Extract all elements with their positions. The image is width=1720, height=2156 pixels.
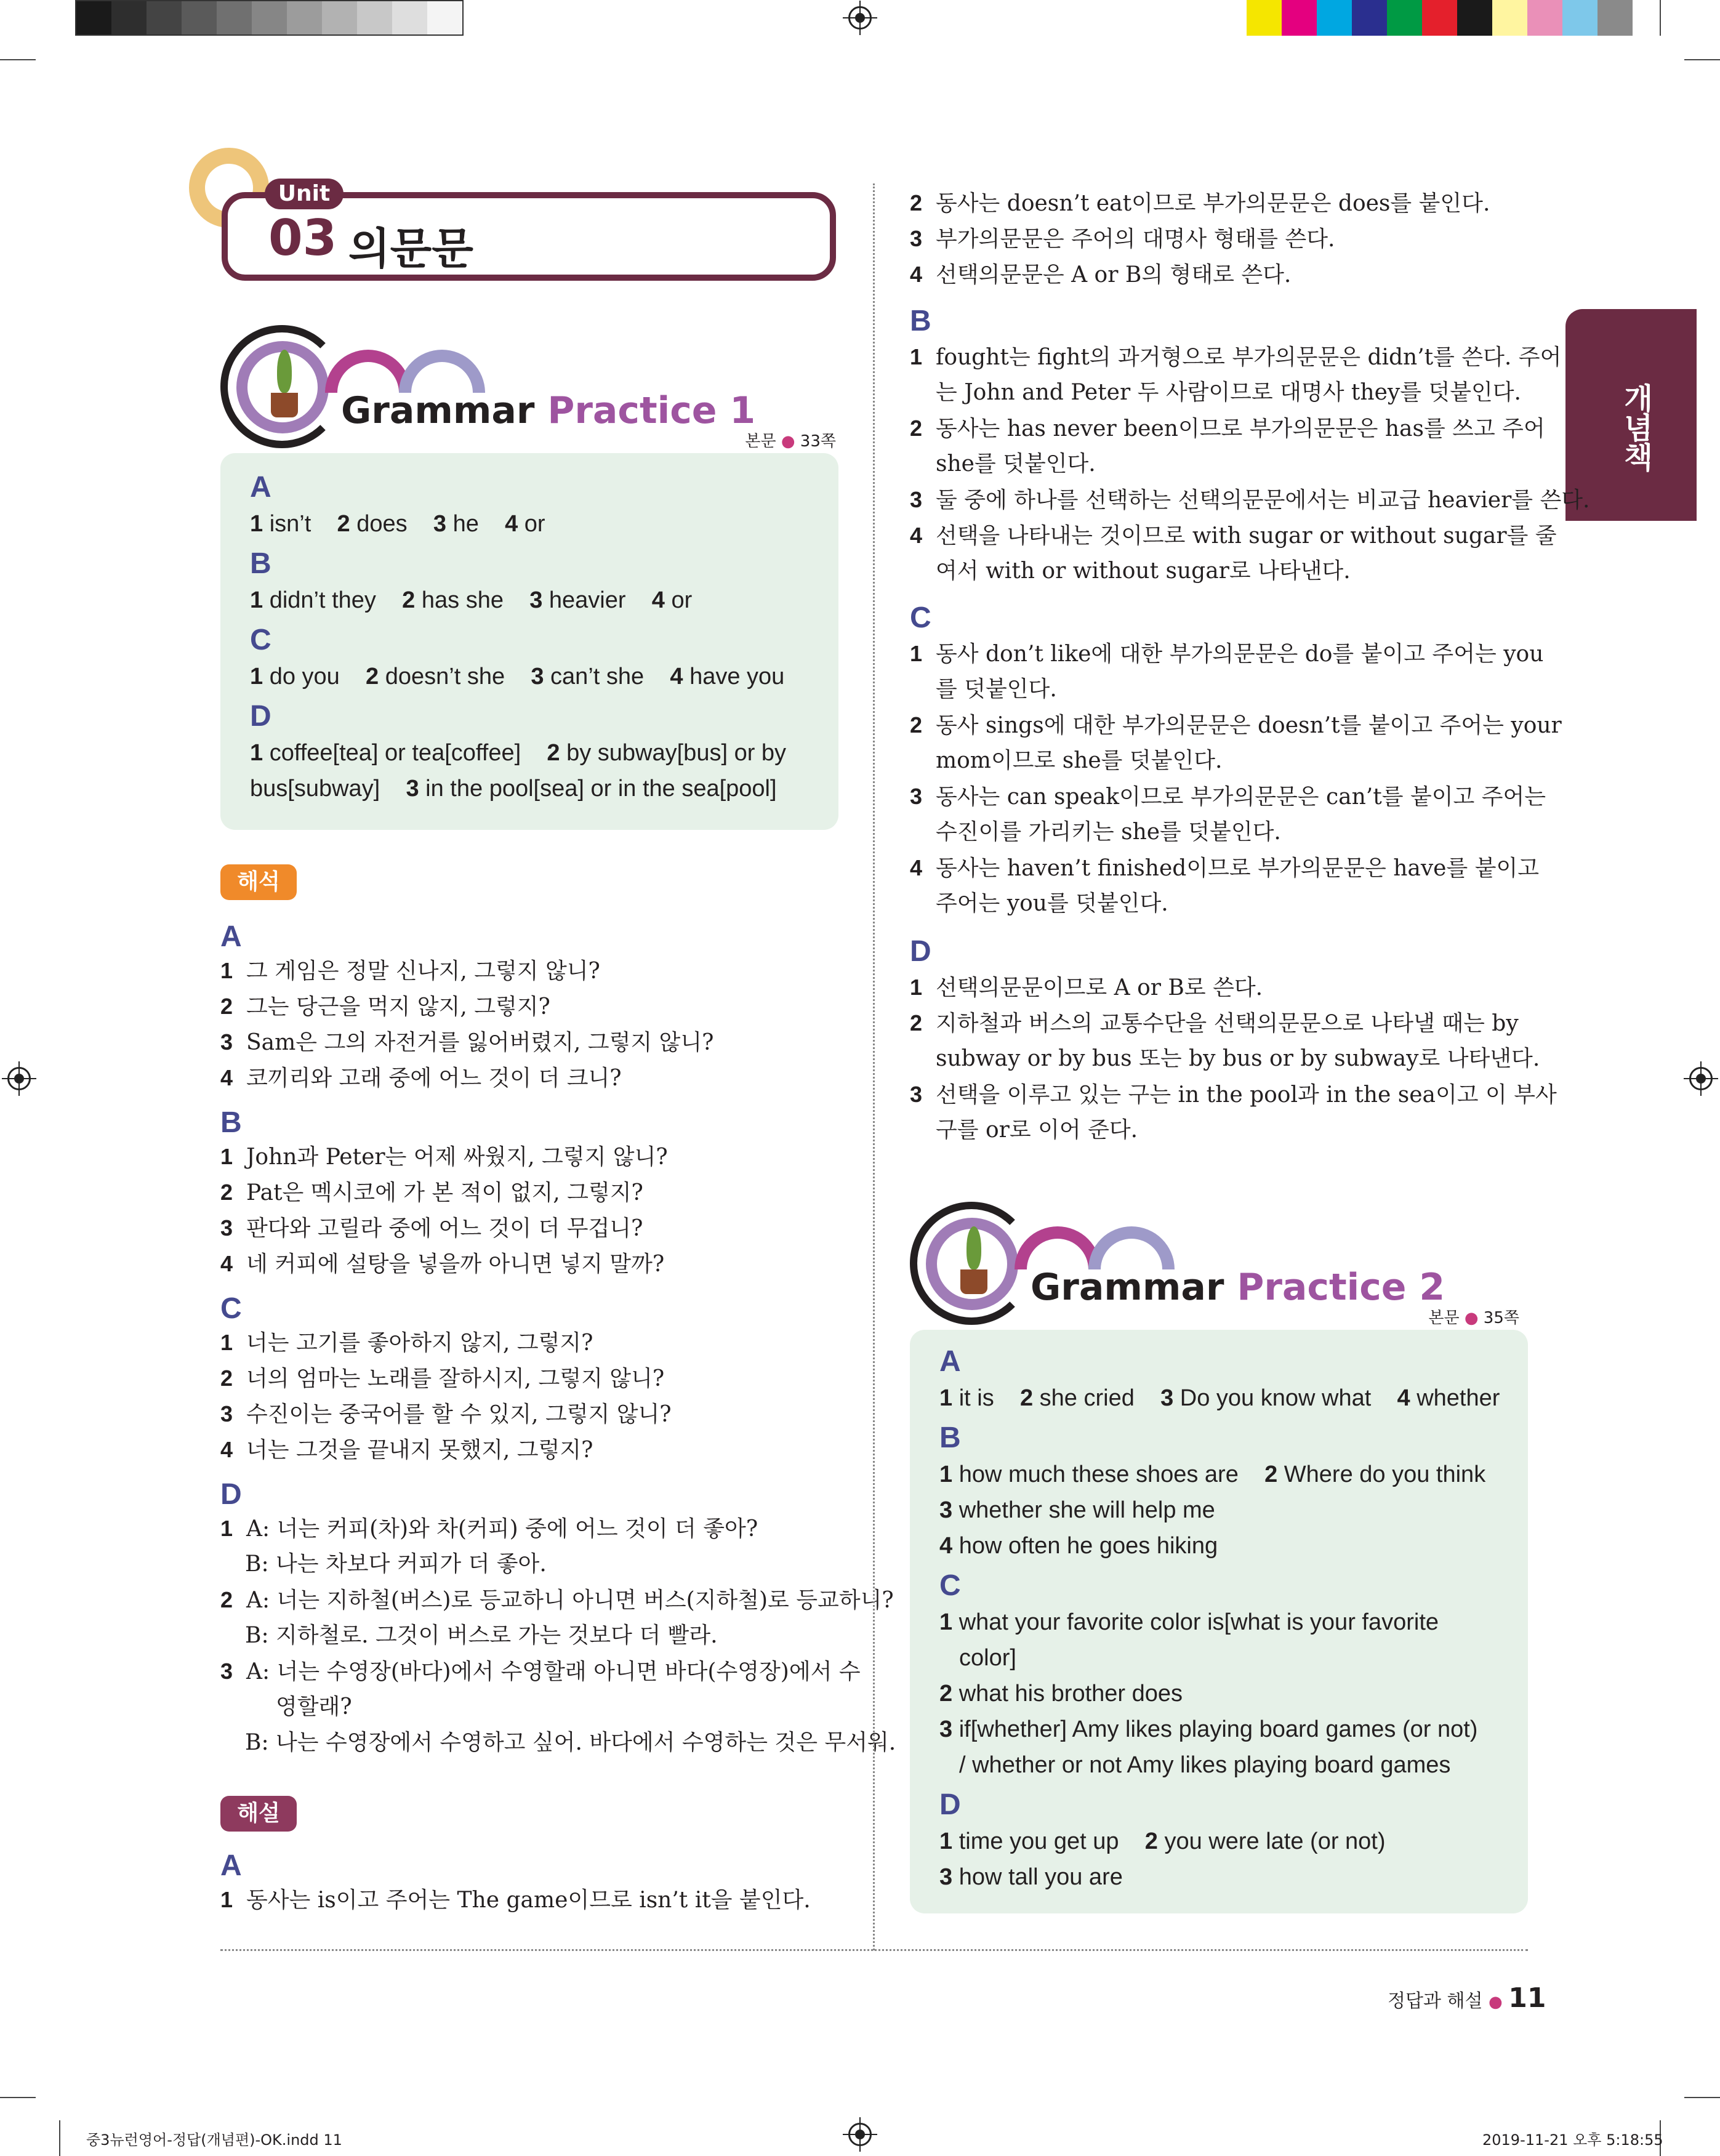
- line-text: 선택의문문은 A or B의 형태로 쓴다.: [936, 262, 1292, 288]
- answer-row: [939, 1380, 1498, 1416]
- item-number: 3: [433, 511, 446, 537]
- explanation-line: [910, 1081, 1557, 1109]
- item-number: 1: [220, 1516, 233, 1541]
- answer-section-D: D: [250, 700, 271, 733]
- answer-row: [939, 1528, 1498, 1564]
- grayscale-color-bar: [75, 0, 464, 36]
- answer-box-1: [220, 453, 838, 830]
- item-number: 4: [220, 1065, 233, 1090]
- item-number: 2: [220, 1180, 233, 1205]
- gray-swatch: [392, 1, 427, 34]
- item-number: 2: [337, 511, 350, 537]
- answer: didn’t they: [269, 587, 376, 613]
- item-number: 1: [910, 344, 923, 369]
- header-hump: [1088, 1226, 1175, 1269]
- answer-section-D: D: [939, 1788, 961, 1821]
- item-number: 2: [1264, 1462, 1278, 1487]
- explanation-line: [910, 974, 1263, 1002]
- title-number: 1: [729, 389, 756, 432]
- answer-section-B: B: [939, 1422, 961, 1454]
- translation-line: [220, 1329, 593, 1357]
- gray-swatch: [217, 1, 252, 34]
- line-text: 동사는 doesn’t eat이므로 부가의문문은 does를 붙인다.: [936, 191, 1490, 216]
- answer-row: [250, 659, 809, 694]
- header-hump: [1015, 1226, 1101, 1269]
- pot-icon: [271, 393, 298, 417]
- explanation-section-D: D: [910, 935, 931, 968]
- color-swatch: [1422, 0, 1457, 36]
- process-color-bar: [1247, 0, 1633, 36]
- explanation-line: [220, 1886, 811, 1914]
- item-number: 4: [220, 1437, 233, 1462]
- title-grammar: Grammar: [1031, 1266, 1224, 1309]
- line-text: 그는 당근을 먹지 않지, 그렇지?: [246, 994, 550, 1020]
- explanation-line: [910, 855, 1539, 882]
- item-number: 2: [220, 1366, 233, 1391]
- item-number: 3: [220, 1215, 233, 1241]
- item-number: 4: [505, 511, 518, 537]
- answer: have you: [689, 664, 785, 690]
- item-number: 2: [547, 740, 560, 766]
- color-swatch: [1527, 0, 1562, 36]
- item-number: 2: [1144, 1828, 1158, 1854]
- answer: how often he goes hiking: [958, 1533, 1218, 1559]
- answer-row: [939, 1640, 1498, 1676]
- ref-label: 본문: [1428, 1309, 1460, 1327]
- translation-line: [220, 993, 550, 1021]
- answer-section-A: A: [250, 471, 271, 504]
- line-text: 선택을 이루고 있는 구는 in the pool과 in the sea이고 이 부사: [936, 1082, 1557, 1108]
- line-text: 부가의문문은 주어의 대명사 형태를 쓴다.: [936, 227, 1335, 252]
- line-text: 동사 sings에 대한 부가의문문은 doesn’t를 붙이고 주어는 your: [936, 713, 1562, 738]
- translation-line: [220, 1215, 643, 1242]
- gray-swatch: [111, 1, 147, 34]
- gray-swatch: [252, 1, 287, 34]
- answer-section-A: A: [939, 1345, 961, 1378]
- answer-box-2: [910, 1330, 1528, 1913]
- item-number: 3: [910, 784, 923, 809]
- answer-section-B: B: [250, 547, 271, 580]
- answer: doesn’t she: [385, 664, 505, 690]
- answer-row: [250, 771, 809, 806]
- answer-row: [939, 1457, 1498, 1492]
- item-number: 3: [910, 226, 923, 251]
- grammar-practice-1-header: [220, 325, 836, 461]
- answer: how tall you are: [958, 1864, 1123, 1890]
- explanation-line-continued: 수진이를 가리키는 she를 덧붙인다.: [936, 819, 1281, 845]
- answer: does: [356, 511, 408, 537]
- line-text: 코끼리와 고래 중에 어느 것이 더 크니?: [246, 1066, 622, 1091]
- crop-mark: [1660, 0, 1661, 36]
- explanation-line-continued: 여서 with or without sugar로 나타낸다.: [936, 558, 1351, 584]
- color-swatch: [1317, 0, 1352, 36]
- item-number: 2: [220, 994, 233, 1019]
- answer-continued: bus[subway]: [250, 776, 380, 802]
- gray-swatch: [182, 1, 217, 34]
- item-number: 4: [670, 664, 683, 690]
- line-text: Sam은 그의 자전거를 잃어버렸지, 그렇지 않니?: [246, 1030, 714, 1055]
- translation-line: [220, 1515, 758, 1543]
- crop-mark: [0, 59, 36, 60]
- title-grammar: Grammar: [341, 389, 535, 432]
- answer: it is: [958, 1385, 994, 1411]
- item-number: 3: [406, 776, 419, 802]
- footer-dot: ●: [1488, 1993, 1503, 2011]
- ref-page: 33쪽: [800, 432, 836, 451]
- title-number: 2: [1419, 1266, 1445, 1309]
- translation-pill: 해석: [220, 864, 297, 900]
- item-number: 3: [220, 1659, 233, 1684]
- color-swatch: [1457, 0, 1492, 36]
- page-footer: [1388, 1982, 1546, 2014]
- item-number: 1: [910, 975, 923, 1000]
- item-number: 2: [939, 1681, 953, 1707]
- answer: isn’t: [269, 511, 311, 537]
- answer-row: [250, 735, 809, 771]
- translation-line: [220, 1658, 861, 1686]
- translation-line: [220, 1143, 668, 1171]
- translation-line: [220, 1365, 664, 1393]
- line-text: 동사는 can speak이므로 부가의문문은 can’t를 붙이고 주어는: [936, 784, 1546, 810]
- line-text: 너의 엄마는 노래를 잘하시지, 그렇지 않니?: [246, 1366, 665, 1391]
- answer: whether: [1417, 1385, 1500, 1411]
- item-number: 1: [939, 1828, 953, 1854]
- item-number: 3: [910, 1082, 923, 1107]
- translation-line: [220, 1029, 713, 1056]
- item-number: 4: [1397, 1385, 1410, 1411]
- answer: or: [524, 511, 545, 537]
- plant-icon: [277, 350, 292, 393]
- translation-line: [220, 1250, 664, 1278]
- crop-mark: [1684, 2097, 1720, 2098]
- explanation-line: [910, 415, 1545, 443]
- answer-row: [939, 1824, 1498, 1859]
- item-number: 1: [250, 587, 263, 613]
- answer: in the pool[sea] or in the sea[pool]: [425, 776, 777, 802]
- answer: you were late (or not): [1164, 1828, 1386, 1854]
- gray-swatch: [357, 1, 392, 34]
- item-number: 4: [910, 855, 923, 880]
- side-tab-label: 개념책: [1618, 383, 1653, 472]
- answer-row: [939, 1859, 1498, 1895]
- item-number: 2: [910, 416, 923, 441]
- item-number: 3: [529, 587, 543, 613]
- translation-line-continued: B: 나는 차보다 커피가 더 좋아.: [245, 1551, 547, 1577]
- line-text: John과 Peter는 어제 싸웠지, 그렇지 않니?: [246, 1144, 668, 1170]
- item-number: 2: [1019, 1385, 1034, 1411]
- answer: what your favorite color is[what is your favorite: [958, 1609, 1439, 1635]
- answer: Where do you think: [1284, 1462, 1486, 1487]
- gray-swatch: [76, 1, 111, 34]
- explanation-line: [910, 344, 1561, 371]
- line-text: Pat은 멕시코에 가 본 적이 없지, 그렇지?: [246, 1180, 643, 1205]
- color-swatch: [1562, 0, 1597, 36]
- item-number: 4: [910, 262, 923, 287]
- answer-row: [250, 582, 809, 618]
- answer-row: [939, 1676, 1498, 1712]
- translation-line-continued: B: 나는 수영장에서 수영하고 싶어. 바다에서 수영하는 것은 무서워.: [245, 1730, 896, 1755]
- explanation-section-B: B: [910, 305, 931, 337]
- item-number: 1: [250, 511, 263, 537]
- explanation-line-continued: 구를 or로 이어 준다.: [936, 1117, 1138, 1143]
- explanation-line-continued: 는 John and Peter 두 사람이므로 대명사 they를 덧붙인다.: [936, 380, 1521, 405]
- item-number: 3: [939, 1864, 953, 1890]
- header-hump: [325, 350, 411, 393]
- line-text: 선택의문문이므로 A or B로 쓴다.: [936, 975, 1263, 1000]
- item-number: 4: [651, 587, 665, 613]
- translation-line: [220, 1401, 672, 1428]
- explanation-line: [910, 522, 1557, 550]
- crop-mark: [59, 2120, 60, 2156]
- registration-mark: [848, 6, 872, 30]
- item-number: 2: [366, 664, 379, 690]
- line-text: 동사는 haven’t finished이므로 부가의문문은 have를 붙이고: [936, 856, 1540, 881]
- color-swatch: [1247, 0, 1282, 36]
- line-text: 지하철과 버스의 교통수단을 선택의문문으로 나타낼 때는 by: [936, 1011, 1519, 1036]
- answer: time you get up: [958, 1828, 1119, 1854]
- ref-label: 본문: [745, 432, 776, 451]
- translation-line: [220, 1179, 643, 1207]
- item-number: 3: [910, 487, 923, 512]
- translation-section-A: A: [220, 920, 242, 953]
- line-text: A: 너는 지하철(버스)로 등교하니 아니면 버스(지하철)로 등교하니?: [246, 1588, 894, 1613]
- crop-mark: [1684, 59, 1720, 60]
- answer: heavier: [549, 587, 626, 613]
- answer-row: [250, 506, 809, 542]
- header-hump: [399, 350, 485, 393]
- answer: has she: [421, 587, 504, 613]
- plant-icon: [966, 1226, 981, 1269]
- color-swatch: [1597, 0, 1633, 36]
- answer-section-C: C: [250, 624, 271, 656]
- answer: what his brother does: [958, 1681, 1183, 1707]
- item-number: 1: [250, 740, 263, 766]
- line-text: A: 너는 커피(차)와 차(커피) 중에 어느 것이 더 좋아?: [246, 1516, 758, 1542]
- explanation-line-continued: 를 덧붙인다.: [936, 677, 1057, 702]
- title-practice: Practice: [547, 389, 717, 432]
- textbook-page-ref: 본문 ● 35쪽: [1428, 1309, 1519, 1327]
- unit-label: Unit: [265, 179, 344, 209]
- item-number: 3: [1160, 1385, 1174, 1411]
- ref-page: 35쪽: [1483, 1309, 1519, 1327]
- answer: if[whether] Amy likes playing board games (or not): [958, 1716, 1478, 1742]
- item-number: 4: [220, 1251, 233, 1276]
- explanation-line-continued: subway or by bus 또는 by bus or by subway로 나타낸다.: [936, 1046, 1540, 1071]
- answer-section-C: C: [939, 1569, 961, 1602]
- line-text: 너는 고기를 좋아하지 않지, 그렇지?: [246, 1330, 593, 1356]
- item-number: 1: [939, 1385, 953, 1411]
- item-number: 2: [220, 1587, 233, 1612]
- translation-line-continued: 영할래?: [276, 1694, 352, 1720]
- color-swatch: [1492, 0, 1527, 36]
- answer: do you: [269, 664, 340, 690]
- unit-title: 의문문: [348, 223, 473, 274]
- line-text: fought는 fight의 과거형으로 부가의문문은 didn’t를 쓴다. 주어: [936, 345, 1562, 370]
- color-swatch: [1352, 0, 1387, 36]
- gray-swatch: [147, 1, 182, 34]
- grammar-practice-2-header: [910, 1202, 1525, 1337]
- item-number: 3: [531, 664, 544, 690]
- answer: or: [671, 587, 693, 613]
- answer: Do you know what: [1179, 1385, 1372, 1411]
- translation-line: [220, 1064, 622, 1092]
- translation-section-B: B: [220, 1106, 242, 1139]
- answer-continued: / whether or not Amy likes playing board games: [959, 1752, 1451, 1778]
- item-number: 3: [939, 1716, 953, 1742]
- answer: how much these shoes are: [958, 1462, 1239, 1487]
- crop-mark: [0, 2097, 36, 2098]
- column-divider: [873, 183, 875, 1950]
- registration-mark: [1689, 1067, 1713, 1090]
- item-number: 4: [939, 1533, 953, 1559]
- explanation-line: [910, 1010, 1519, 1037]
- translation-section-C: C: [220, 1292, 242, 1325]
- item-number: 4: [910, 523, 923, 548]
- color-swatch: [1282, 0, 1317, 36]
- print-file-info: 중3뉴런영어-정답(개념편)-OK.indd 11: [86, 2131, 342, 2149]
- print-date-info: 2019-11-21 오후 5:18:55: [1482, 2131, 1663, 2149]
- item-number: 1: [220, 958, 233, 983]
- line-text: 동사는 is이고 주어는 The game이므로 isn’t it을 붙인다.: [246, 1888, 811, 1913]
- translation-line: [220, 957, 600, 985]
- section-title: [341, 389, 755, 432]
- answer: can’t she: [550, 664, 645, 690]
- section-title: [1031, 1266, 1445, 1309]
- explanation-line-continued: 주어는 you를 덧붙인다.: [936, 891, 1168, 916]
- line-text: 수진이는 중국어를 할 수 있지, 그렇지 않니?: [246, 1402, 672, 1427]
- gray-swatch: [287, 1, 322, 34]
- answer: coffee[tea] or tea[coffee]: [269, 740, 521, 766]
- explanation-line: [910, 190, 1490, 217]
- line-text: A: 너는 수영장(바다)에서 수영할래 아니면 바다(수영장)에서 수: [246, 1659, 861, 1684]
- line-text: 선택을 나타내는 것이므로 with sugar or without sugar를 줄: [936, 523, 1557, 549]
- answer-row: [939, 1747, 1498, 1783]
- translation-line: [220, 1436, 593, 1464]
- unit-number: 03: [268, 209, 337, 267]
- line-text: 너는 그것을 끝내지 못했지, 그렇지?: [246, 1438, 593, 1463]
- line-text: 네 커피에 설탕을 넣을까 아니면 넣지 말까?: [246, 1252, 665, 1277]
- answer-row: [939, 1604, 1498, 1640]
- explanation-line: [910, 712, 1562, 739]
- footer-label: 정답과 해설: [1388, 1990, 1483, 2012]
- item-number: 1: [220, 1144, 233, 1169]
- gray-swatch: [322, 1, 357, 34]
- item-number: 2: [910, 1010, 923, 1036]
- translation-line-continued: B: 지하철로. 그것이 버스로 가는 것보다 더 빨라.: [245, 1623, 718, 1648]
- item-number: 1: [910, 641, 923, 666]
- line-text: 판다와 고릴라 중에 어느 것이 더 무겁니?: [246, 1216, 643, 1241]
- item-number: 3: [220, 1401, 233, 1426]
- answer: he: [452, 511, 479, 537]
- registration-mark: [848, 2123, 872, 2146]
- explanation-section-A: A: [220, 1849, 242, 1882]
- item-number: 1: [250, 664, 263, 690]
- page-number: 11: [1508, 1982, 1546, 2014]
- explanation-section-C: C: [910, 601, 931, 634]
- registration-mark: [7, 1067, 31, 1090]
- line-text: 동사 don’t like에 대한 부가의문문은 do를 붙이고 주어는 you: [936, 642, 1544, 667]
- footer-divider: [220, 1949, 1528, 1951]
- line-text: 그 게임은 정말 신나지, 그렇지 않니?: [246, 959, 600, 984]
- translation-section-D: D: [220, 1478, 242, 1511]
- answer: by subway[bus] or by: [566, 740, 787, 766]
- explanation-line: [910, 640, 1543, 668]
- gray-swatch: [427, 1, 462, 34]
- explanation-line: [910, 261, 1291, 289]
- answer-row: [939, 1492, 1498, 1528]
- line-text: 동사는 has never been이므로 부가의문문은 has를 쓰고 주어: [936, 416, 1545, 441]
- color-swatch: [1387, 0, 1422, 36]
- explanation-pill: 해설: [220, 1796, 297, 1832]
- item-number: 1: [939, 1462, 953, 1487]
- answer: she cried: [1039, 1385, 1135, 1411]
- textbook-page-ref: 본문 ● 33쪽: [745, 432, 836, 451]
- explanation-line: [910, 486, 1590, 514]
- item-number: 2: [402, 587, 416, 613]
- item-number: 2: [910, 712, 923, 738]
- answer-continued: color]: [959, 1645, 1016, 1671]
- item-number: 1: [220, 1887, 233, 1912]
- explanation-line-continued: mom이므로 she를 덧붙인다.: [936, 748, 1223, 773]
- item-number: 1: [939, 1609, 953, 1635]
- item-number: 1: [220, 1330, 233, 1355]
- explanation-line: [910, 225, 1335, 253]
- explanation-line-continued: she를 덧붙인다.: [936, 451, 1096, 477]
- item-number: 3: [939, 1497, 953, 1523]
- answer-row: [939, 1712, 1498, 1747]
- answer: whether she will help me: [958, 1497, 1215, 1523]
- line-text: 둘 중에 하나를 선택하는 선택의문문에서는 비교급 heavier를 쓴다.: [936, 488, 1590, 513]
- translation-line: [220, 1587, 894, 1614]
- item-number: 3: [220, 1029, 233, 1055]
- explanation-line: [910, 783, 1546, 811]
- pot-icon: [960, 1269, 987, 1294]
- item-number: 2: [910, 190, 923, 215]
- title-practice: Practice: [1237, 1266, 1407, 1309]
